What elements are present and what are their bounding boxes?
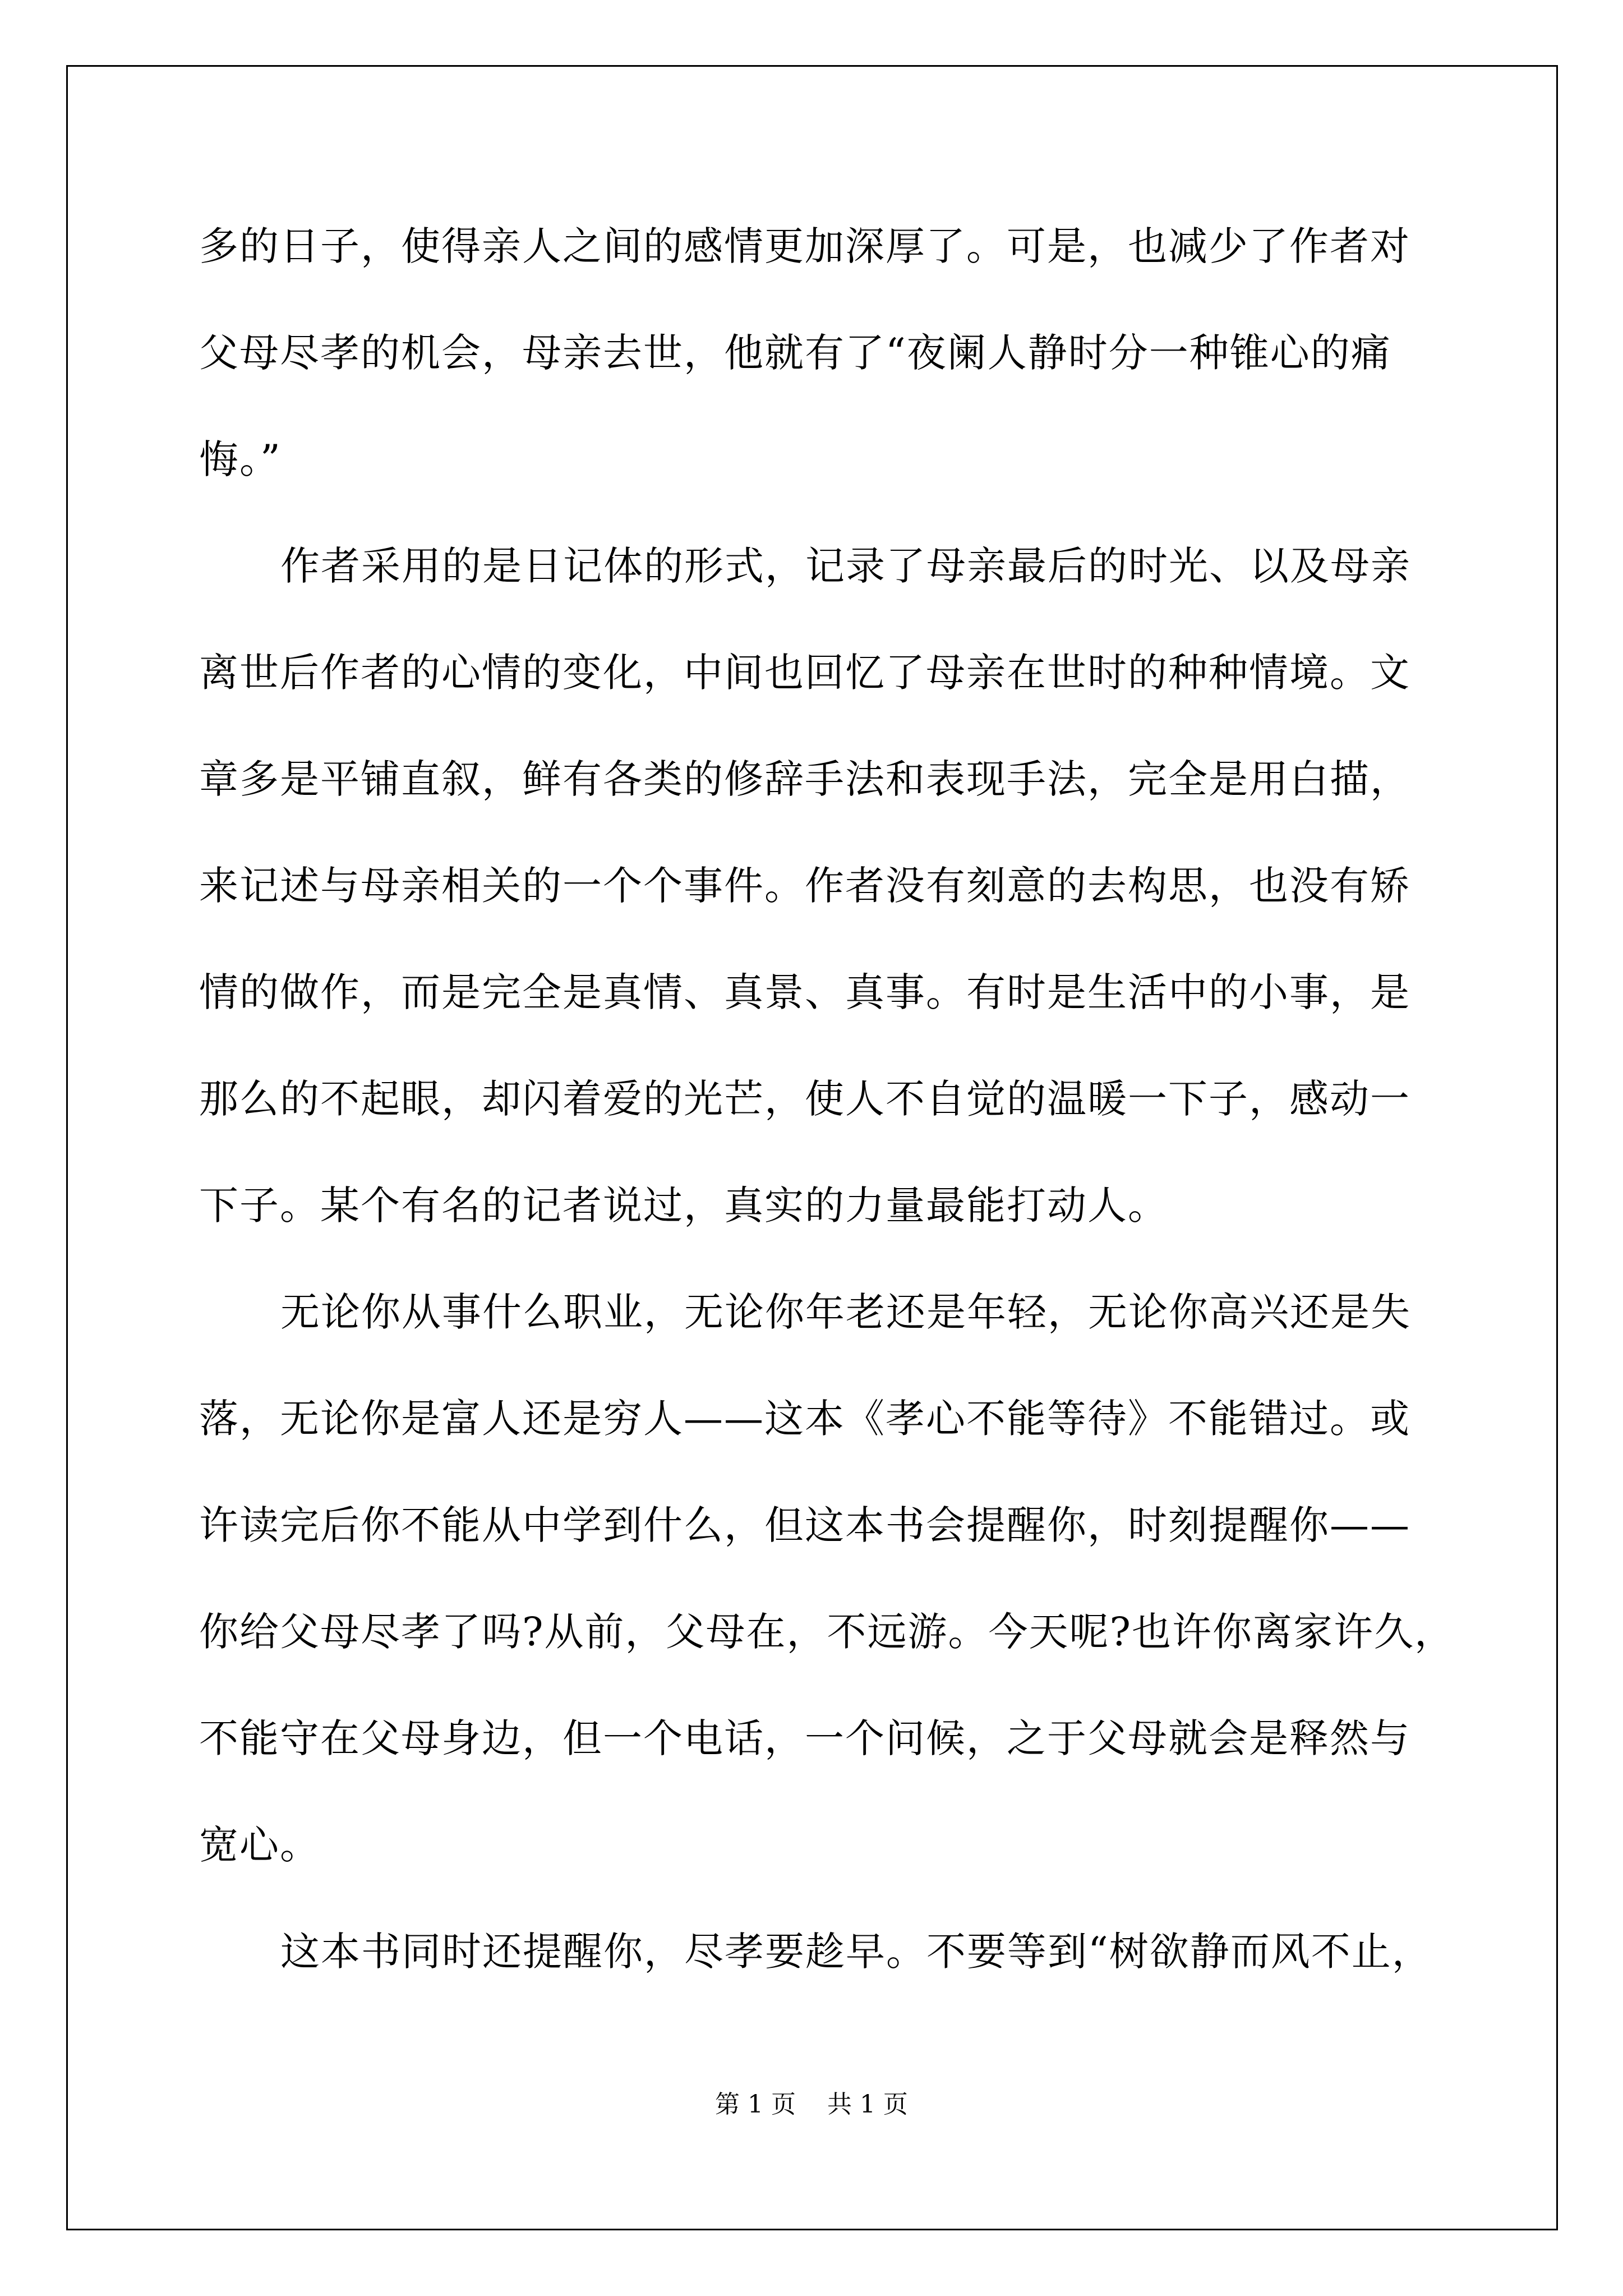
text-line: 来记述与母亲相关的一个个事件。作者没有刻意的去构思，也没有矫 — [199, 863, 1410, 909]
text-line: 章多是平铺直叙，鲜有各类的修辞手法和表现手法，完全是用白描， — [199, 756, 1410, 802]
page-footer: 第 1 页 共 1 页 — [715, 2090, 908, 2119]
text-line: 离世后作者的心情的变化，中间也回忆了母亲在世时的种种情境。文 — [199, 650, 1410, 696]
text-line: 那么的不起眼，却闪着爱的光芒，使人不自觉的温暖一下子，感动一 — [199, 1076, 1410, 1122]
page-frame — [66, 65, 1558, 2230]
text-line: 不能守在父母身边，但一个电话，一个问候，之于父母就会是释然与 — [199, 1715, 1410, 1761]
text-line: 你给父母尽孝了吗?从前，父母在，不远游。今天呢?也许你离家许久， — [199, 1609, 1455, 1655]
text-line: 下子。某个有名的记者说过，真实的力量最能打动人。 — [199, 1182, 1168, 1228]
text-line: 悔。” — [199, 436, 282, 482]
text-line: 作者采用的是日记体的形式，记录了母亲最后的时光、以及母亲 — [280, 543, 1411, 589]
text-line: 父母尽孝的机会，母亲去世，他就有了“夜阑人静时分一种锥心的痛 — [199, 330, 1391, 376]
text-line: 宽心。 — [199, 1822, 320, 1868]
text-line: 许读完后你不能从中学到什么，但这本书会提醒你，时刻提醒你—— — [199, 1502, 1410, 1548]
text-line: 无论你从事什么职业，无论你年老还是年轻，无论你高兴还是失 — [280, 1289, 1411, 1335]
text-line: 情的做作，而是完全是真情、真景、真事。有时是生活中的小事，是 — [199, 969, 1410, 1015]
text-line: 落，无论你是富人还是穷人——这本《孝心不能等待》不能错过。或 — [199, 1396, 1410, 1442]
text-line: 这本书同时还提醒你，尽孝要趁早。不要等到“树欲静而风不止， — [280, 1929, 1432, 1975]
text-line: 多的日子，使得亲人之间的感情更加深厚了。可是，也减少了作者对 — [199, 223, 1410, 269]
